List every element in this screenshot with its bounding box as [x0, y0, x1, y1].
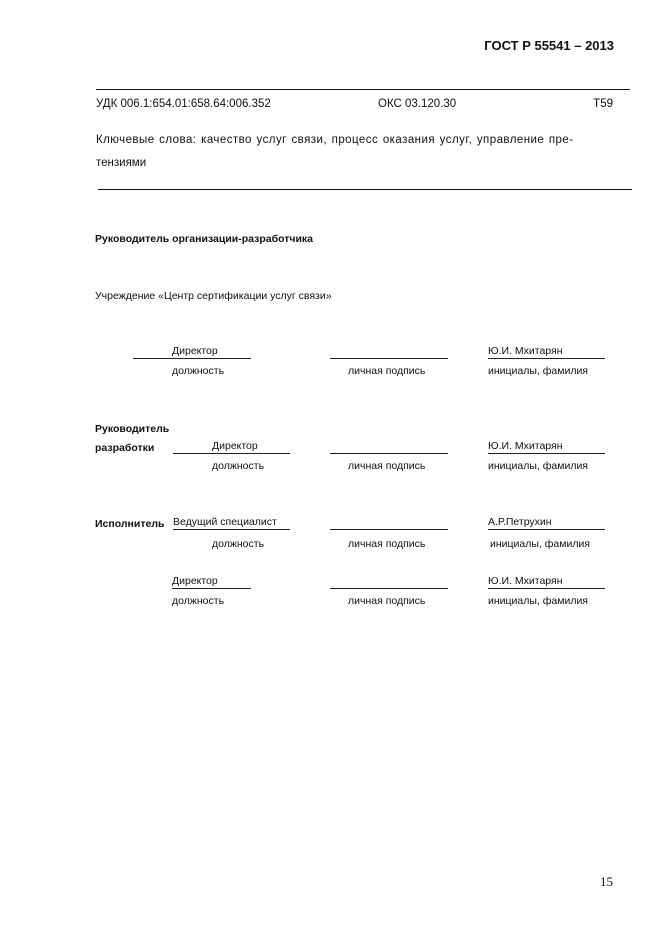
position-value-4: Директор — [172, 575, 218, 587]
initials-caption-2: инициалы, фамилия — [488, 460, 588, 472]
position-line-4 — [172, 576, 251, 589]
signature-line-2 — [330, 453, 448, 454]
signature-line-1 — [330, 358, 448, 359]
position-caption-2: должность — [212, 460, 265, 472]
position-value-1: Директор — [172, 345, 218, 357]
position-value-2: Директор — [212, 440, 258, 452]
position-caption-1: должность — [172, 365, 225, 377]
name-value-4: Ю.И. Мхитарян — [488, 575, 563, 587]
signature-line-4 — [330, 588, 448, 589]
name-line-4 — [488, 576, 605, 589]
name-line-1 — [488, 346, 605, 359]
signature-caption-1: личная подпись — [348, 365, 426, 377]
position-caption-4: должность — [172, 595, 225, 607]
udk-code: УДК 006.1:654.01:658.64:006.352 — [96, 98, 271, 110]
signature-caption-4: личная подпись — [348, 595, 426, 607]
initials-caption-4: инициалы, фамилия — [488, 595, 588, 607]
signature-line-3 — [330, 529, 448, 530]
position-line-2 — [173, 441, 290, 454]
signature-caption-3: личная подпись — [348, 538, 426, 550]
org-head-heading: Руководитель организации-разработчика — [95, 233, 314, 245]
signature-caption-2: личная подпись — [348, 460, 426, 472]
name-value-2: Ю.И. Мхитарян — [488, 440, 563, 452]
position-value-3: Ведущий специалист — [173, 516, 277, 528]
executor-label: Исполнитель — [95, 518, 165, 530]
keywords-divider — [98, 189, 632, 190]
category-code: Т59 — [593, 98, 613, 110]
keywords-line-1: Ключевые слова: качество услуг связи, процесс оказания услуг, управление пре- — [96, 134, 574, 146]
institution-name: Учреждение «Центр сертификации услуг связи» — [95, 290, 332, 302]
name-line-3 — [488, 517, 605, 530]
keywords-line-2: тензиями — [96, 157, 147, 169]
name-value-1: Ю.И. Мхитарян — [488, 345, 563, 357]
dev-head-label-1: Руководитель — [95, 423, 170, 435]
name-value-3: А.Р.Петрухин — [488, 516, 552, 528]
header-divider — [96, 89, 630, 90]
initials-caption-3: инициалы, фамилия — [490, 538, 590, 550]
position-line-1 — [133, 346, 251, 359]
standard-id: ГОСТ Р 55541 – 2013 — [484, 38, 614, 53]
position-caption-3: должность — [212, 538, 265, 550]
initials-caption-1: инициалы, фамилия — [488, 365, 588, 377]
page-number: 15 — [600, 874, 613, 889]
dev-head-label-2: разработки — [95, 442, 155, 454]
oks-code: ОКС 03.120.30 — [378, 98, 457, 110]
position-line-3 — [173, 517, 290, 530]
name-line-2 — [488, 441, 605, 454]
